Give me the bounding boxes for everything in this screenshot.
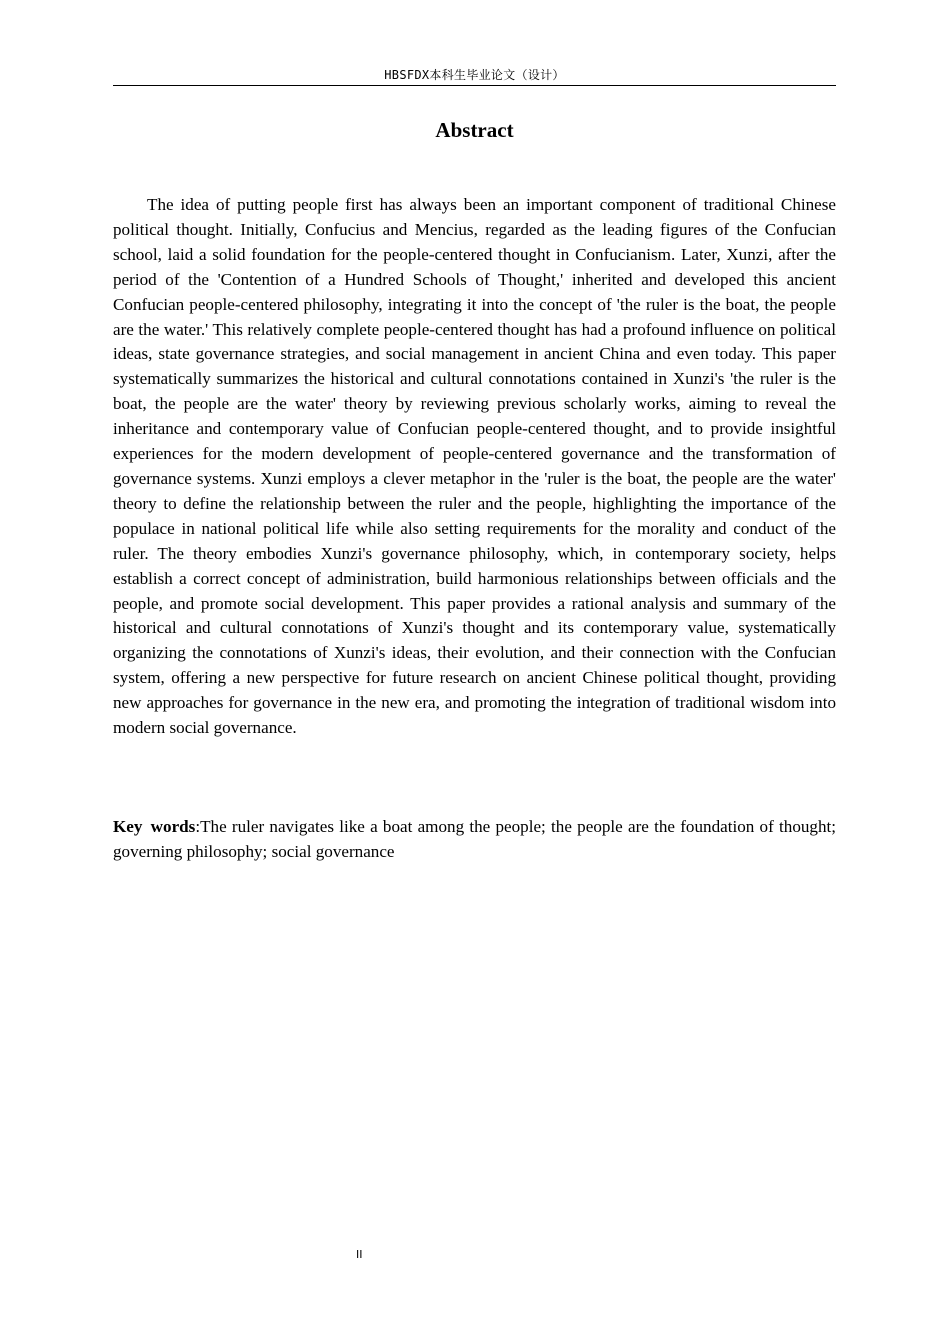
abstract-title: Abstract <box>435 118 514 142</box>
keywords-separator: : <box>195 817 201 836</box>
keywords-paragraph <box>113 815 836 865</box>
keywords-text: The ruler navigates like a boat among the people; the people are the foundation of thought; governing philosophy; social governance <box>113 817 837 861</box>
keywords-label: Key words <box>113 817 196 836</box>
abstract-paragraph: The idea of putting people first has always been an important component of traditional Chinese political thought. Initially, Confucius and Mencius, regarded as the leading figures of the Confucian school, laid a solid foundation for the people-centered thought in Confucianism. Later, Xunzi, after the period of the 'Contention of a Hundred Schools of Thought,' inherited and developed this ancient Confucian people-centered philosophy, integrating it into the concept of 'the ruler is the boat, the people are the water.' This relatively complete people-centered thought has had a profound influence on political ideas, state governance strategies, and social management in ancient China and even today. This paper systematically summarizes the historical and cultural connotations contained in Xunzi's 'the ruler is the boat, the people are the water' theory by reviewing previous scholarly works, aiming to reveal the inheritance and contemporary value of Confucian people-centered thought, and to provide insightful experiences for the modern development of people-centered governance and the transformation of governance systems. Xunzi employs a clever metaphor in the 'ruler is the boat, the people are the water' theory to define the relationship between the ruler and the people, highlighting the importance of the populace in national political life while also setting requirements for the morality and conduct of the ruler. The theory embodies Xunzi's governance philosophy, which, in contemporary society, helps establish a correct concept of administration, build harmonious relationships between officials and the people, and promote social development. This paper provides a rational analysis and summary of the historical and cultural connotations of Xunzi's thought and its contemporary value, systematically organizing the connotations of Xunzi's ideas, their evolution, and their connection with the Confucian system, offering a new perspective for future research on ancient Chinese political thought, providing new approaches for governance in the new era, and promoting the integration of traditional wisdom into modern social governance. <box>113 195 836 738</box>
page-number: II <box>356 1248 363 1261</box>
running-header: HBSFDX本科生毕业论文（设计） <box>384 68 565 82</box>
header-divider <box>113 85 836 86</box>
